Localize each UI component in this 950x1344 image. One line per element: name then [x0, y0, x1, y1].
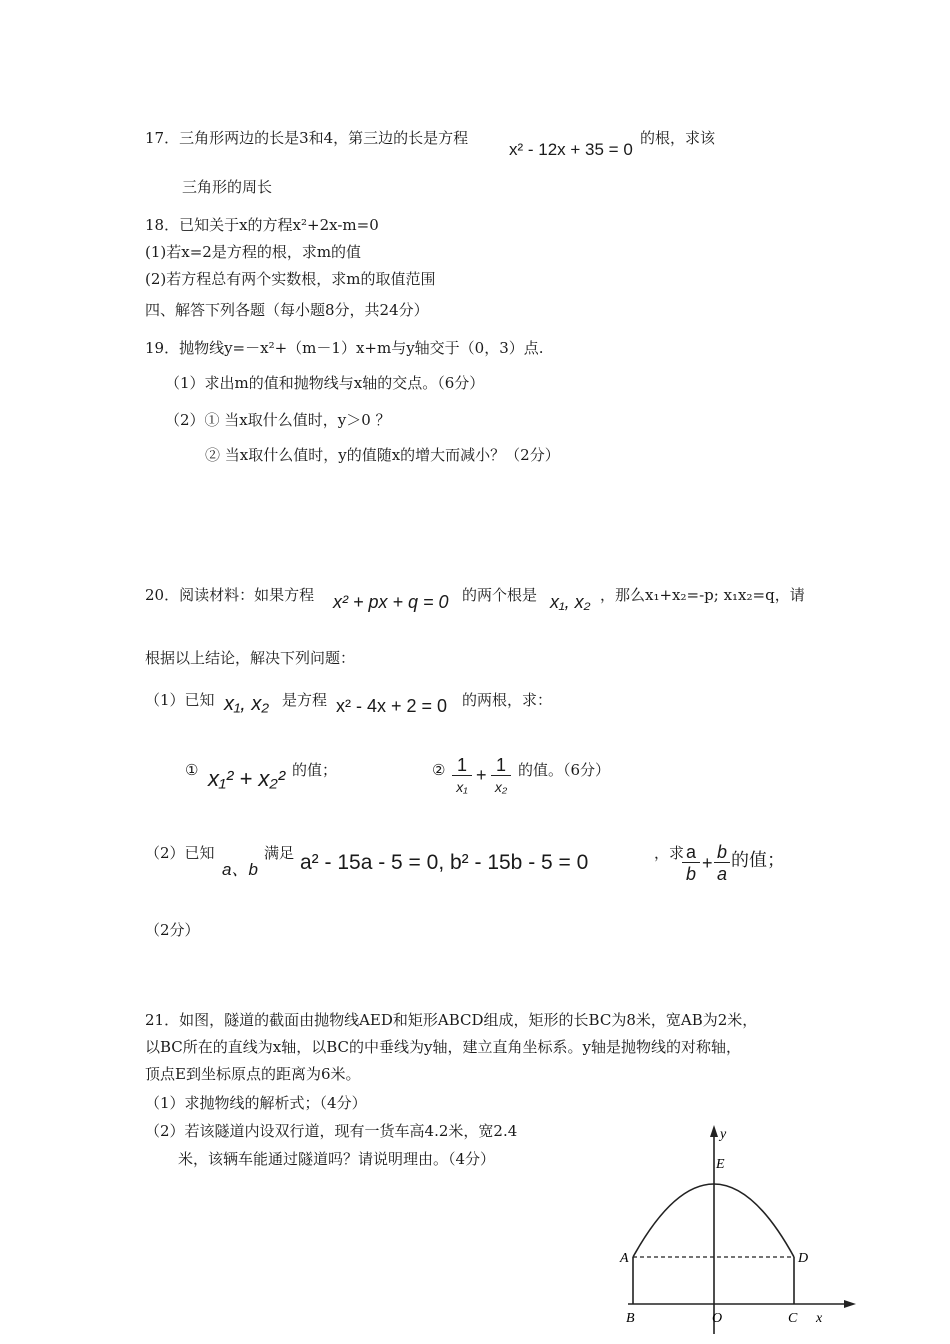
label-o: O [712, 1311, 723, 1326]
tunnel-figure [600, 1120, 870, 1338]
q20-p1b-circle: ② [432, 761, 446, 779]
label-e: E [716, 1157, 725, 1172]
q20-line2: 根据以上结论，解决下列问题： [145, 649, 356, 667]
q20-p1-equation: x² - 4x + 2 = 0 [336, 696, 448, 716]
q20-p1b-plus: + [476, 765, 487, 785]
q17-suffix: 的根，求该 [640, 129, 716, 147]
q17-line2: 三角形的周长 [182, 178, 273, 196]
label-c: C [788, 1311, 798, 1326]
fraction-denominator: x₁ [456, 779, 468, 795]
q20-roots: x₁, x₂ [550, 592, 591, 612]
q19-part1: （1）求出m的值和抛物线与x轴的交点。（6分） [165, 374, 485, 392]
q21-line1: 21．如图，隧道的截面由抛物线AED和矩形ABCD组成，矩形的长BC为8米，宽AB为2米， [145, 1011, 758, 1029]
q20-p1a-expression: x₁² + x₂² [208, 766, 286, 791]
q20-p2-fraction-2 [714, 842, 730, 885]
label-x: x [816, 1311, 823, 1326]
q20-p2-plus: + [702, 853, 713, 873]
fraction-numerator: 1 [456, 755, 467, 775]
q20-p1-suffix: 的两根，求： [462, 691, 553, 709]
q20-p2-points: （2分） [145, 921, 200, 939]
q19-part2b: ② 当x取什么值时，y的值随x的增大而减小？（2分） [205, 446, 560, 464]
q20-equation: x² + px + q = 0 [333, 592, 449, 612]
q17-equation: x² - 12x + 35 = 0 [509, 140, 633, 159]
fraction-denominator: a [716, 864, 727, 884]
q18-part2: (2)若方程总有两个实数根，求m的取值范围 [145, 270, 436, 288]
q21-part2a: （2）若该隧道内设双行道，现有一货车高4.2米，宽2.4 [145, 1122, 518, 1140]
q20-p1b-suffix: 的值。（6分） [518, 761, 611, 779]
q20-p1a-circle: ① [185, 761, 199, 779]
q20-p2-mid: 满足 [264, 844, 295, 862]
q20-p1b-fraction-1 [452, 755, 472, 798]
q20-p2-vars: a、b [222, 860, 258, 879]
q20-p1-roots: x₁, x₂ [224, 693, 270, 715]
q20-p2-equation: a² - 15a - 5 = 0, b² - 15b - 5 = 0 [300, 851, 589, 874]
label-b: B [626, 1311, 635, 1326]
fraction-denominator: x₂ [494, 779, 508, 795]
q19-part2a: （2）① 当x取什么值时，y＞0 ？ [165, 411, 391, 429]
fraction-numerator: b [716, 842, 727, 862]
fraction-numerator: a [685, 842, 696, 862]
q21-part2b: 米，该辆车能通过隧道吗？请说明理由。（4分） [178, 1150, 496, 1168]
q20-p2-fraction-1 [682, 842, 700, 885]
q17-prefix: 17．三角形两边的长是3和4，第三边的长是方程 [145, 129, 469, 147]
q19-title: 19．抛物线y=－x²+（m－1）x+m与y轴交于（0，3）点. [145, 339, 544, 357]
q21-line2: 以BC所在的直线为x轴，以BC的中垂线为y轴，建立直角坐标系。y轴是抛物线的对称轴， [145, 1038, 741, 1056]
fraction-numerator: 1 [495, 755, 506, 775]
q20-p2-prefix: （2）已知 [145, 844, 215, 862]
q20-p1b-fraction-2 [491, 755, 511, 798]
label-y: y [720, 1127, 727, 1142]
q21-line3: 顶点E到坐标原点的距离为6米。 [145, 1065, 361, 1083]
q18-part1: (1)若x=2是方程的根，求m的值 [145, 243, 362, 261]
q20-p2-comma: ，求 [654, 844, 685, 862]
q20-p1-prefix: （1）已知 [145, 691, 215, 709]
label-a: A [620, 1251, 629, 1266]
q20-p1-mid: 是方程 [282, 691, 328, 709]
q21-part1: （1）求抛物线的解析式；（4分） [145, 1094, 367, 1112]
x-axis-arrow [844, 1300, 856, 1308]
section-heading: 四、解答下列各题（每小题8分，共24分） [145, 301, 429, 319]
label-d: D [798, 1251, 809, 1266]
y-axis-arrow [710, 1125, 718, 1137]
q18-title: 18．已知关于x的方程x²+2x-m=0 [145, 216, 379, 234]
q20-p1a-suffix: 的值； [292, 761, 338, 779]
q20-p2-suffix: 的值； [731, 850, 785, 871]
fraction-denominator: b [685, 864, 696, 884]
q20-prefix: 20．阅读材料：如果方程 [145, 586, 315, 604]
q20-suffix: ，那么x₁+x₂=-p; x₁x₂=q，请 [600, 586, 805, 604]
q20-mid: 的两个根是 [462, 586, 538, 604]
